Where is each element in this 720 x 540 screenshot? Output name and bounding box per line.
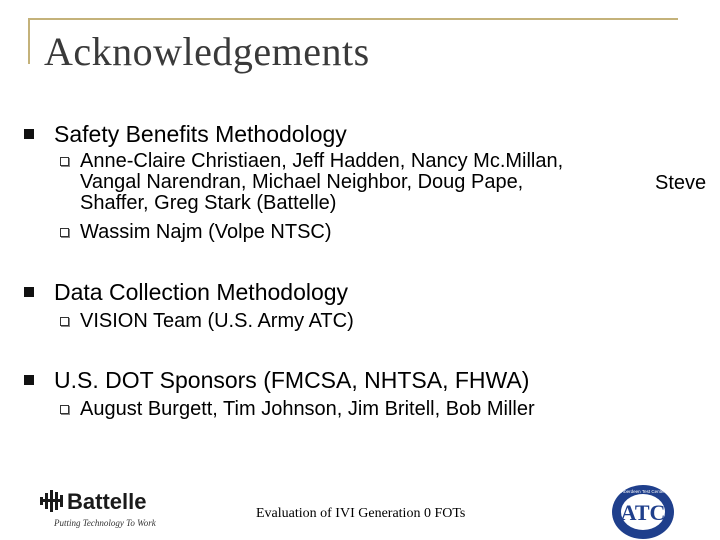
svg-text:Putting Technology To Work: Putting Technology To Work: [54, 518, 156, 528]
section-heading-safety: Safety Benefits Methodology: [54, 121, 347, 147]
overflow-name-text: Steve: [655, 172, 707, 194]
battelle-logo: [40, 486, 190, 530]
svg-text:ATC: ATC: [620, 500, 666, 525]
atc-seal-logo: [610, 484, 676, 540]
slide-title: Acknowledgements: [44, 29, 370, 74]
sub-bullet-icon: [60, 405, 69, 414]
acknowledgement-item: VISION Team (U.S. Army ATC): [80, 310, 354, 332]
section-heading-dot-sponsors: U.S. DOT Sponsors (FMCSA, NHTSA, FHWA): [54, 367, 530, 393]
acknowledgement-item: Wassim Najm (Volpe NTSC): [80, 221, 332, 243]
item-line: Anne-Claire Christiaen, Jeff Hadden, Nancy Mc.Millan,: [80, 150, 564, 172]
sub-bullet-icon: [60, 157, 69, 166]
section-bullet-icon: [24, 129, 34, 139]
acknowledgement-item: August Burgett, Tim Johnson, Jim Britell, Bob Miller: [80, 398, 535, 420]
section-bullet-icon: [24, 287, 34, 297]
sub-bullet-icon: [60, 228, 69, 237]
title-frame-left-line: [28, 18, 30, 64]
svg-text:Aberdeen Test Center: Aberdeen Test Center: [621, 489, 665, 494]
section-heading-data-collection: Data Collection Methodology: [54, 279, 349, 305]
footer-text: Evaluation of IVI Generation 0 FOTs: [256, 506, 466, 521]
item-line: Shaffer, Greg Stark (Battelle): [80, 192, 337, 214]
section-bullet-icon: [24, 375, 34, 385]
title-frame-top-line: [28, 18, 678, 20]
sub-bullet-icon: [60, 317, 69, 326]
item-line: Vangal Narendran, Michael Neighbor, Doug Pape,: [80, 171, 524, 193]
svg-text:Battelle: Battelle: [67, 489, 147, 514]
